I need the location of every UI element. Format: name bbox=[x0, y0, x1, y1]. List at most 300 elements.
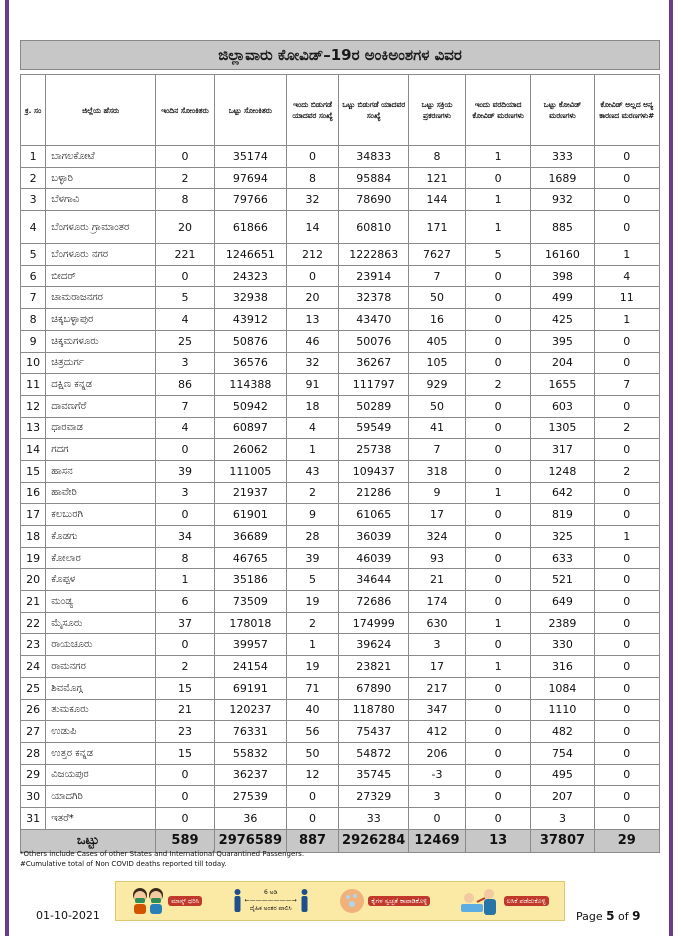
serial-cell: 18 bbox=[21, 526, 46, 548]
active-cases-cell: 3 bbox=[409, 786, 466, 808]
total-cases-cell: 36237 bbox=[215, 764, 287, 786]
district-name: ಇತರೆ* bbox=[46, 807, 156, 829]
active-cases-cell: 93 bbox=[409, 547, 466, 569]
total-deaths-cell: 649 bbox=[531, 591, 594, 613]
district-name: ಹಾಸನ bbox=[46, 460, 156, 482]
district-name: ಬೆಂಗಳೂರು ನಗರ bbox=[46, 244, 156, 266]
total-discharged-cell: 23821 bbox=[339, 656, 409, 678]
today-deaths-cell: 1 bbox=[465, 211, 530, 244]
serial-cell: 15 bbox=[21, 460, 46, 482]
total-deaths-cell: 482 bbox=[531, 721, 594, 743]
today-discharged-cell: 18 bbox=[286, 395, 339, 417]
serial-cell: 27 bbox=[21, 721, 46, 743]
district-name: ಕೊಪ್ಪಳ bbox=[46, 569, 156, 591]
total-discharged-cell: 46039 bbox=[339, 547, 409, 569]
table-row bbox=[21, 807, 660, 829]
total-cases-cell: 50942 bbox=[215, 395, 287, 417]
non-covid-deaths-cell: 11 bbox=[594, 287, 659, 309]
footnote-others: *Others include Cases of other States and International Quarantined Passengers. bbox=[20, 850, 305, 858]
today-deaths-cell: 0 bbox=[465, 330, 530, 352]
table-header-row bbox=[21, 75, 660, 146]
total-deaths-cell: 819 bbox=[531, 504, 594, 526]
total-cases-cell: 32938 bbox=[215, 287, 287, 309]
today-discharged-cell: 91 bbox=[286, 374, 339, 396]
table-row bbox=[21, 721, 660, 743]
handwash-icon bbox=[339, 888, 365, 914]
total-discharged-cell: 34644 bbox=[339, 569, 409, 591]
today-deaths-cell: 2 bbox=[465, 374, 530, 396]
today-discharged-cell: 0 bbox=[286, 807, 339, 829]
total-cases-cell: 79766 bbox=[215, 189, 287, 211]
table-row bbox=[21, 634, 660, 656]
serial-cell: 5 bbox=[21, 244, 46, 266]
today-deaths-cell: 0 bbox=[465, 547, 530, 569]
table-row bbox=[21, 287, 660, 309]
today-discharged-cell: 40 bbox=[286, 699, 339, 721]
today-deaths-cell: 0 bbox=[465, 460, 530, 482]
total-discharged-cell: 118780 bbox=[339, 699, 409, 721]
today-cases-cell: 0 bbox=[155, 807, 214, 829]
total-deaths-cell: 204 bbox=[531, 352, 594, 374]
today-cases-cell: 7 bbox=[155, 395, 214, 417]
vaccine-label: ಲಸಿಕೆ ಪಡೆದುಕೊಳ್ಳಿ bbox=[504, 896, 549, 906]
district-name: ಕಲಬುರಗಿ bbox=[46, 504, 156, 526]
table-row bbox=[21, 439, 660, 461]
totals-cell: 887 bbox=[286, 829, 339, 852]
non-covid-deaths-cell: 0 bbox=[594, 634, 659, 656]
today-deaths-cell: 0 bbox=[465, 764, 530, 786]
total-cases-cell: 1246651 bbox=[215, 244, 287, 266]
total-discharged-cell: 54872 bbox=[339, 742, 409, 764]
today-discharged-cell: 1 bbox=[286, 634, 339, 656]
total-cases-cell: 76331 bbox=[215, 721, 287, 743]
active-cases-cell: 105 bbox=[409, 352, 466, 374]
total-deaths-cell: 395 bbox=[531, 330, 594, 352]
table-row bbox=[21, 786, 660, 808]
total-cases-cell: 61901 bbox=[215, 504, 287, 526]
total-cases-cell: 69191 bbox=[215, 677, 287, 699]
serial-cell: 8 bbox=[21, 309, 46, 331]
serial-cell: 22 bbox=[21, 612, 46, 634]
total-cases-cell: 178018 bbox=[215, 612, 287, 634]
total-cases-cell: 24154 bbox=[215, 656, 287, 678]
non-covid-deaths-cell: 4 bbox=[594, 265, 659, 287]
distance-block bbox=[245, 889, 297, 913]
today-discharged-cell: 28 bbox=[286, 526, 339, 548]
table-row bbox=[21, 764, 660, 786]
today-cases-cell: 4 bbox=[155, 309, 214, 331]
serial-cell: 6 bbox=[21, 265, 46, 287]
total-deaths-cell: 521 bbox=[531, 569, 594, 591]
header-district: ಜಿಲ್ಲೆಯ ಹೆಸರು bbox=[46, 75, 156, 146]
non-covid-deaths-cell: 0 bbox=[594, 395, 659, 417]
non-covid-deaths-cell: 0 bbox=[594, 167, 659, 189]
banner-vaccine bbox=[461, 886, 549, 916]
total-discharged-cell: 36039 bbox=[339, 526, 409, 548]
page-label: Page bbox=[576, 910, 603, 923]
serial-cell: 1 bbox=[21, 146, 46, 168]
today-cases-cell: 86 bbox=[155, 374, 214, 396]
today-cases-cell: 1 bbox=[155, 569, 214, 591]
non-covid-deaths-cell: 0 bbox=[594, 699, 659, 721]
total-deaths-cell: 499 bbox=[531, 287, 594, 309]
district-name: ಉಡುಪಿ bbox=[46, 721, 156, 743]
non-covid-deaths-cell: 1 bbox=[594, 309, 659, 331]
non-covid-deaths-cell: 0 bbox=[594, 807, 659, 829]
today-discharged-cell: 0 bbox=[286, 786, 339, 808]
totals-cell: 12469 bbox=[409, 829, 466, 852]
table-row bbox=[21, 569, 660, 591]
today-cases-cell: 0 bbox=[155, 439, 214, 461]
serial-cell: 10 bbox=[21, 352, 46, 374]
person-icon bbox=[300, 889, 309, 913]
active-cases-cell: 405 bbox=[409, 330, 466, 352]
report-date: 01-10-2021 bbox=[36, 909, 100, 922]
today-discharged-cell: 1 bbox=[286, 439, 339, 461]
total-discharged-cell: 60810 bbox=[339, 211, 409, 244]
district-name: ಬಳ್ಳಾರಿ bbox=[46, 167, 156, 189]
today-deaths-cell: 0 bbox=[465, 677, 530, 699]
total-deaths-cell: 2389 bbox=[531, 612, 594, 634]
serial-cell: 29 bbox=[21, 764, 46, 786]
district-name: ರಾಯಚೂರು bbox=[46, 634, 156, 656]
active-cases-cell: 144 bbox=[409, 189, 466, 211]
active-cases-cell: 7 bbox=[409, 439, 466, 461]
district-name: ಮೈಸೂರು bbox=[46, 612, 156, 634]
header-total-cases: ಒಟ್ಟು ಸೋಂಕಿತರು bbox=[215, 75, 287, 146]
header-non-covid-deaths: ಕೋವಿಡ್ ಅಲ್ಲದ ಅನ್ಯ ಕಾರಣದ ಮರಣಗಳು# bbox=[594, 75, 659, 146]
active-cases-cell: -3 bbox=[409, 764, 466, 786]
total-deaths-cell: 1305 bbox=[531, 417, 594, 439]
today-discharged-cell: 43 bbox=[286, 460, 339, 482]
total-deaths-cell: 1084 bbox=[531, 677, 594, 699]
today-discharged-cell: 46 bbox=[286, 330, 339, 352]
totals-label: ಒಟ್ಟು bbox=[21, 829, 156, 852]
today-cases-cell: 21 bbox=[155, 699, 214, 721]
today-discharged-cell: 39 bbox=[286, 547, 339, 569]
today-cases-cell: 5 bbox=[155, 287, 214, 309]
serial-cell: 13 bbox=[21, 417, 46, 439]
table-row bbox=[21, 395, 660, 417]
total-deaths-cell: 1248 bbox=[531, 460, 594, 482]
today-cases-cell: 8 bbox=[155, 189, 214, 211]
total-discharged-cell: 50076 bbox=[339, 330, 409, 352]
total-deaths-cell: 316 bbox=[531, 656, 594, 678]
district-name: ಮಂಡ್ಯ bbox=[46, 591, 156, 613]
total-discharged-cell: 72686 bbox=[339, 591, 409, 613]
totals-cell: 13 bbox=[465, 829, 530, 852]
serial-cell: 12 bbox=[21, 395, 46, 417]
total-discharged-cell: 21286 bbox=[339, 482, 409, 504]
total-cases-cell: 27539 bbox=[215, 786, 287, 808]
serial-cell: 25 bbox=[21, 677, 46, 699]
active-cases-cell: 50 bbox=[409, 287, 466, 309]
total-discharged-cell: 109437 bbox=[339, 460, 409, 482]
safety-banner bbox=[115, 881, 565, 921]
total-cases-cell: 46765 bbox=[215, 547, 287, 569]
table-row bbox=[21, 612, 660, 634]
today-discharged-cell: 71 bbox=[286, 677, 339, 699]
table-row bbox=[21, 677, 660, 699]
active-cases-cell: 16 bbox=[409, 309, 466, 331]
total-deaths-cell: 633 bbox=[531, 547, 594, 569]
today-cases-cell: 0 bbox=[155, 786, 214, 808]
header-total-deaths: ಒಟ್ಟು ಕೋವಿಡ್ ಮರಣಗಳು bbox=[531, 75, 594, 146]
active-cases-cell: 412 bbox=[409, 721, 466, 743]
today-deaths-cell: 0 bbox=[465, 569, 530, 591]
today-deaths-cell: 0 bbox=[465, 417, 530, 439]
non-covid-deaths-cell: 0 bbox=[594, 612, 659, 634]
banner-hands bbox=[339, 888, 430, 914]
total-cases-cell: 39957 bbox=[215, 634, 287, 656]
total-cases-cell: 55832 bbox=[215, 742, 287, 764]
district-name: ಚಿಕ್ಕಬಳ್ಳಾಪುರ bbox=[46, 309, 156, 331]
active-cases-cell: 21 bbox=[409, 569, 466, 591]
hands-label: ಕೈಗಳ ಸ್ವಚ್ಛತೆ ಕಾಪಾಡಿಕೊಳ್ಳಿ bbox=[368, 896, 430, 906]
page-number bbox=[576, 909, 640, 923]
total-discharged-cell: 32378 bbox=[339, 287, 409, 309]
today-discharged-cell: 56 bbox=[286, 721, 339, 743]
total-deaths-cell: 330 bbox=[531, 634, 594, 656]
totals-cell: 589 bbox=[155, 829, 214, 852]
today-cases-cell: 0 bbox=[155, 265, 214, 287]
table-row bbox=[21, 330, 660, 352]
today-cases-cell: 3 bbox=[155, 352, 214, 374]
mask-icon bbox=[131, 885, 165, 917]
table-row bbox=[21, 244, 660, 266]
serial-cell: 20 bbox=[21, 569, 46, 591]
page-current: 5 bbox=[606, 909, 615, 923]
total-discharged-cell: 174999 bbox=[339, 612, 409, 634]
serial-cell: 3 bbox=[21, 189, 46, 211]
active-cases-cell: 41 bbox=[409, 417, 466, 439]
total-discharged-cell: 25738 bbox=[339, 439, 409, 461]
total-cases-cell: 43912 bbox=[215, 309, 287, 331]
header-total-discharged: ಒಟ್ಟು ಬಿಡುಗಡೆ ಯಾದವರ ಸಂಖ್ಯೆ bbox=[339, 75, 409, 146]
total-deaths-cell: 325 bbox=[531, 526, 594, 548]
total-cases-cell: 111005 bbox=[215, 460, 287, 482]
table-row bbox=[21, 742, 660, 764]
total-cases-cell: 50876 bbox=[215, 330, 287, 352]
today-discharged-cell: 212 bbox=[286, 244, 339, 266]
today-discharged-cell: 8 bbox=[286, 167, 339, 189]
district-name: ಬೆಂಗಳೂರು ಗ್ರಾಮಾಂತರ bbox=[46, 211, 156, 244]
table-row bbox=[21, 591, 660, 613]
total-discharged-cell: 67890 bbox=[339, 677, 409, 699]
non-covid-deaths-cell: 0 bbox=[594, 211, 659, 244]
today-deaths-cell: 0 bbox=[465, 309, 530, 331]
today-cases-cell: 2 bbox=[155, 167, 214, 189]
today-discharged-cell: 0 bbox=[286, 265, 339, 287]
district-name: ಕೋಲಾರ bbox=[46, 547, 156, 569]
total-discharged-cell: 50289 bbox=[339, 395, 409, 417]
non-covid-deaths-cell: 2 bbox=[594, 417, 659, 439]
district-name: ರಾಮನಗರ bbox=[46, 656, 156, 678]
total-deaths-cell: 1110 bbox=[531, 699, 594, 721]
distance-value: 6 ಅಡಿ bbox=[263, 889, 278, 896]
today-deaths-cell: 0 bbox=[465, 167, 530, 189]
serial-cell: 16 bbox=[21, 482, 46, 504]
non-covid-deaths-cell: 1 bbox=[594, 526, 659, 548]
today-discharged-cell: 32 bbox=[286, 189, 339, 211]
serial-cell: 24 bbox=[21, 656, 46, 678]
today-cases-cell: 8 bbox=[155, 547, 214, 569]
today-discharged-cell: 4 bbox=[286, 417, 339, 439]
active-cases-cell: 171 bbox=[409, 211, 466, 244]
today-deaths-cell: 0 bbox=[465, 699, 530, 721]
district-name: ದಾವಣಗೆರೆ bbox=[46, 395, 156, 417]
non-covid-deaths-cell: 0 bbox=[594, 656, 659, 678]
total-discharged-cell: 95884 bbox=[339, 167, 409, 189]
total-discharged-cell: 27329 bbox=[339, 786, 409, 808]
today-cases-cell: 34 bbox=[155, 526, 214, 548]
serial-cell: 7 bbox=[21, 287, 46, 309]
today-deaths-cell: 1 bbox=[465, 656, 530, 678]
today-discharged-cell: 13 bbox=[286, 309, 339, 331]
today-deaths-cell: 0 bbox=[465, 352, 530, 374]
table-body bbox=[21, 146, 660, 830]
active-cases-cell: 206 bbox=[409, 742, 466, 764]
today-cases-cell: 15 bbox=[155, 677, 214, 699]
today-discharged-cell: 12 bbox=[286, 764, 339, 786]
vaccine-icon bbox=[461, 886, 501, 916]
mask-label: ಮಾಸ್ಕ್ ಧರಿಸಿ bbox=[168, 896, 202, 906]
table-row bbox=[21, 146, 660, 168]
header-active-cases: ಒಟ್ಟು ಸಕ್ರಿಯ ಪ್ರಕರಣಗಳು bbox=[409, 75, 466, 146]
district-name: ಯಾದಗಿರಿ bbox=[46, 786, 156, 808]
serial-cell: 31 bbox=[21, 807, 46, 829]
table-row bbox=[21, 265, 660, 287]
today-deaths-cell: 1 bbox=[465, 189, 530, 211]
total-cases-cell: 36 bbox=[215, 807, 287, 829]
total-cases-cell: 97694 bbox=[215, 167, 287, 189]
total-cases-cell: 21937 bbox=[215, 482, 287, 504]
active-cases-cell: 7627 bbox=[409, 244, 466, 266]
district-name: ದಕ್ಷಿಣ ಕನ್ನಡ bbox=[46, 374, 156, 396]
total-deaths-cell: 1655 bbox=[531, 374, 594, 396]
active-cases-cell: 50 bbox=[409, 395, 466, 417]
today-cases-cell: 2 bbox=[155, 656, 214, 678]
district-name: ತುಮಕೂರು bbox=[46, 699, 156, 721]
non-covid-deaths-cell: 0 bbox=[594, 439, 659, 461]
footnotes bbox=[20, 849, 304, 869]
active-cases-cell: 347 bbox=[409, 699, 466, 721]
district-name: ಗದಗ bbox=[46, 439, 156, 461]
district-name: ಚಾಮರಾಜನಗರ bbox=[46, 287, 156, 309]
today-discharged-cell: 2 bbox=[286, 482, 339, 504]
serial-cell: 21 bbox=[21, 591, 46, 613]
total-cases-cell: 35186 bbox=[215, 569, 287, 591]
non-covid-deaths-cell: 0 bbox=[594, 721, 659, 743]
total-discharged-cell: 39624 bbox=[339, 634, 409, 656]
today-discharged-cell: 5 bbox=[286, 569, 339, 591]
active-cases-cell: 0 bbox=[409, 807, 466, 829]
active-cases-cell: 318 bbox=[409, 460, 466, 482]
total-deaths-cell: 425 bbox=[531, 309, 594, 331]
table-row bbox=[21, 526, 660, 548]
non-covid-deaths-cell: 7 bbox=[594, 374, 659, 396]
total-discharged-cell: 1222863 bbox=[339, 244, 409, 266]
today-discharged-cell: 19 bbox=[286, 656, 339, 678]
total-discharged-cell: 61065 bbox=[339, 504, 409, 526]
district-name: ಹಾವೇರಿ bbox=[46, 482, 156, 504]
non-covid-deaths-cell: 0 bbox=[594, 764, 659, 786]
serial-cell: 30 bbox=[21, 786, 46, 808]
non-covid-deaths-cell: 0 bbox=[594, 547, 659, 569]
total-discharged-cell: 111797 bbox=[339, 374, 409, 396]
district-name: ಕೊಡಗು bbox=[46, 526, 156, 548]
serial-cell: 2 bbox=[21, 167, 46, 189]
today-deaths-cell: 0 bbox=[465, 742, 530, 764]
district-name: ಬಾಗಲಕೋಟೆ bbox=[46, 146, 156, 168]
today-cases-cell: 221 bbox=[155, 244, 214, 266]
today-deaths-cell: 0 bbox=[465, 807, 530, 829]
serial-cell: 11 bbox=[21, 374, 46, 396]
today-deaths-cell: 0 bbox=[465, 591, 530, 613]
today-deaths-cell: 0 bbox=[465, 265, 530, 287]
total-deaths-cell: 207 bbox=[531, 786, 594, 808]
active-cases-cell: 630 bbox=[409, 612, 466, 634]
active-cases-cell: 9 bbox=[409, 482, 466, 504]
today-deaths-cell: 0 bbox=[465, 786, 530, 808]
non-covid-deaths-cell: 0 bbox=[594, 504, 659, 526]
active-cases-cell: 7 bbox=[409, 265, 466, 287]
today-deaths-cell: 0 bbox=[465, 395, 530, 417]
today-deaths-cell: 5 bbox=[465, 244, 530, 266]
total-deaths-cell: 754 bbox=[531, 742, 594, 764]
non-covid-deaths-cell: 2 bbox=[594, 460, 659, 482]
table-row bbox=[21, 504, 660, 526]
table-row bbox=[21, 374, 660, 396]
table-row bbox=[21, 309, 660, 331]
footnote-cumulative: #Cumulative total of Non COVID deaths reported till today. bbox=[20, 860, 227, 868]
today-deaths-cell: 1 bbox=[465, 482, 530, 504]
total-discharged-cell: 35745 bbox=[339, 764, 409, 786]
today-deaths-cell: 0 bbox=[465, 504, 530, 526]
total-deaths-cell: 3 bbox=[531, 807, 594, 829]
total-deaths-cell: 885 bbox=[531, 211, 594, 244]
today-cases-cell: 23 bbox=[155, 721, 214, 743]
serial-cell: 17 bbox=[21, 504, 46, 526]
today-cases-cell: 0 bbox=[155, 634, 214, 656]
today-deaths-cell: 1 bbox=[465, 146, 530, 168]
total-cases-cell: 114388 bbox=[215, 374, 287, 396]
serial-cell: 26 bbox=[21, 699, 46, 721]
today-cases-cell: 25 bbox=[155, 330, 214, 352]
non-covid-deaths-cell: 0 bbox=[594, 352, 659, 374]
table-row bbox=[21, 352, 660, 374]
total-cases-cell: 36689 bbox=[215, 526, 287, 548]
total-discharged-cell: 75437 bbox=[339, 721, 409, 743]
district-name: ಶಿವಮೊಗ್ಗ bbox=[46, 677, 156, 699]
total-deaths-cell: 932 bbox=[531, 189, 594, 211]
total-deaths-cell: 1689 bbox=[531, 167, 594, 189]
non-covid-deaths-cell: 0 bbox=[594, 677, 659, 699]
table-row bbox=[21, 211, 660, 244]
today-cases-cell: 15 bbox=[155, 742, 214, 764]
table-row bbox=[21, 656, 660, 678]
non-covid-deaths-cell: 0 bbox=[594, 591, 659, 613]
today-discharged-cell: 19 bbox=[286, 591, 339, 613]
total-cases-cell: 120237 bbox=[215, 699, 287, 721]
totals-cell: 29 bbox=[594, 829, 659, 852]
person-icon bbox=[233, 889, 242, 913]
serial-cell: 23 bbox=[21, 634, 46, 656]
total-discharged-cell: 23914 bbox=[339, 265, 409, 287]
active-cases-cell: 17 bbox=[409, 656, 466, 678]
table-title: ಜಿಲ್ಲಾವಾರು ಕೋವಿಡ್–19ರ ಅಂಕಿಅಂಶಗಳ ವಿವರ bbox=[20, 40, 660, 70]
total-cases-cell: 24323 bbox=[215, 265, 287, 287]
